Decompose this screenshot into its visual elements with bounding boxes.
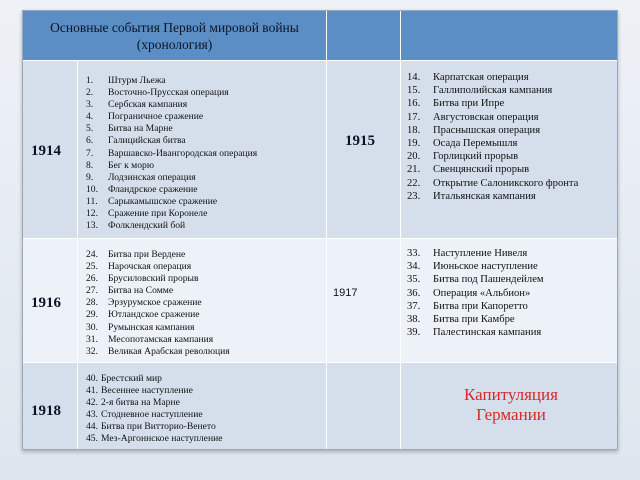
event-number: 4.: [86, 111, 94, 123]
event-item: [407, 97, 578, 110]
year-1915: 1915: [345, 133, 375, 149]
event-item: [407, 150, 578, 163]
event-item: [86, 220, 257, 232]
event-text: Итальянская кампания: [433, 190, 536, 202]
event-item: [86, 87, 257, 99]
event-number: 38.: [407, 314, 421, 326]
event-text: Великая Арабская революция: [108, 345, 230, 357]
event-text: Фландрское сражение: [108, 183, 198, 195]
event-number: 42.: [86, 397, 98, 409]
event-number: 12.: [86, 208, 98, 220]
events-list-1915: [407, 71, 578, 203]
event-text: Брестский мир: [101, 373, 162, 384]
event-number: 45.: [86, 433, 98, 445]
event-text: Пограничное сражение: [108, 111, 204, 123]
event-text: Битва при Камбре: [433, 314, 515, 326]
event-number: 6.: [86, 135, 94, 147]
event-item: [86, 373, 222, 385]
event-number: 2.: [86, 87, 94, 99]
year-cell-1917: [327, 239, 401, 363]
event-item: [86, 111, 257, 123]
year-cell-1918: [23, 363, 78, 449]
event-number: 31.: [86, 333, 98, 345]
event-number: 24.: [86, 249, 98, 260]
event-text: Июньское наступление: [433, 261, 538, 273]
event-item: [86, 75, 257, 87]
event-item: [407, 260, 544, 273]
event-text: Битва на Марне: [108, 123, 173, 135]
event-text: Свенцянский прорыв: [433, 164, 530, 176]
event-item: [86, 385, 222, 397]
event-number: 20.: [407, 151, 421, 163]
event-number: 33.: [407, 248, 421, 259]
event-item: [86, 334, 230, 346]
event-number: 19.: [407, 138, 421, 150]
event-item: [407, 190, 578, 203]
capitulation-text: Капитуляция Германии: [464, 385, 558, 424]
year-cell-1915: [327, 61, 401, 239]
header-title-cell: [23, 11, 327, 61]
event-number: 29.: [86, 309, 98, 321]
event-text: Штурм Льежа: [108, 75, 166, 86]
event-item: [86, 397, 222, 409]
events-list-1916: [86, 249, 230, 358]
event-number: 7.: [86, 147, 94, 159]
events-cell-1916: [78, 239, 327, 363]
event-item: [86, 196, 257, 208]
event-number: 43.: [86, 409, 98, 421]
event-text: Галицийская битва: [108, 135, 186, 147]
event-item: [86, 99, 257, 111]
event-number: 3.: [86, 99, 94, 111]
year-1914: 1914: [31, 143, 61, 159]
event-item: [86, 160, 257, 172]
event-item: [407, 300, 544, 313]
event-number: 37.: [407, 300, 421, 312]
event-item: [407, 326, 544, 339]
event-number: 21.: [407, 164, 421, 176]
event-item: [86, 409, 222, 421]
events-cell-1914: [78, 61, 327, 239]
event-item: [86, 208, 257, 220]
event-item: [407, 273, 544, 286]
event-item: [86, 297, 230, 309]
event-item: [407, 313, 544, 326]
event-number: 9.: [86, 171, 94, 183]
event-text: Битва на Сомме: [108, 285, 174, 297]
event-item: [86, 346, 230, 358]
event-text: Наступление Нивеля: [433, 248, 528, 259]
events-cell-1917: [401, 239, 617, 363]
event-number: 17.: [407, 111, 421, 123]
event-text: Сарыкамышское сражение: [108, 195, 218, 207]
event-text: Фолклендский бой: [108, 220, 186, 232]
event-text: Осада Перемышля: [433, 138, 518, 150]
event-text: Битва при Вердене: [108, 249, 186, 260]
event-text: Весеннее наступление: [101, 385, 193, 397]
event-text: Операция «Альбион»: [433, 287, 531, 299]
event-text: Битва при Ипре: [433, 98, 505, 110]
events-cell-1918: [78, 363, 327, 449]
event-number: 39.: [407, 327, 421, 339]
event-number: 30.: [86, 321, 98, 333]
event-text: Сербская кампания: [108, 99, 188, 111]
event-number: 11.: [86, 195, 98, 207]
event-number: 14.: [407, 72, 421, 83]
events-list-1918: [86, 373, 222, 446]
event-item: [86, 433, 222, 445]
year-cell-1914: [23, 61, 78, 239]
event-number: 13.: [86, 220, 98, 232]
event-text: Лодзинская операция: [108, 171, 196, 183]
event-text: Румынская кампания: [108, 321, 195, 333]
event-number: 16.: [407, 98, 421, 110]
event-item: [407, 177, 578, 190]
event-number: 15.: [407, 85, 421, 97]
events-list-1917: [407, 247, 544, 339]
event-item: [407, 247, 544, 260]
event-text: Открытие Салоникского фронта: [433, 177, 579, 189]
event-item: [86, 285, 230, 297]
event-text: Галлиполийская кампания: [433, 85, 553, 97]
event-number: 40.: [86, 373, 98, 384]
events-list-1914: [86, 75, 257, 232]
event-text: Бег к морю: [108, 159, 154, 171]
event-number: 27.: [86, 285, 98, 297]
event-item: [407, 124, 578, 137]
event-number: 35.: [407, 274, 421, 286]
event-number: 36.: [407, 287, 421, 299]
event-item: [86, 273, 230, 285]
header-cell-right: [401, 11, 617, 61]
event-item: [86, 421, 222, 433]
event-item: [407, 137, 578, 150]
event-number: 25.: [86, 261, 98, 273]
year-1918: 1918: [31, 403, 61, 419]
event-number: 5.: [86, 123, 94, 135]
event-number: 8.: [86, 159, 94, 171]
event-number: 41.: [86, 385, 98, 397]
event-item: [407, 84, 578, 97]
event-item: [86, 261, 230, 273]
event-item: [407, 111, 578, 124]
chronology-table: [22, 10, 618, 450]
empty-cell-middle: [327, 363, 401, 449]
event-item: [86, 309, 230, 321]
event-number: 10.: [86, 183, 98, 195]
event-item: [86, 249, 230, 261]
event-item: [86, 123, 257, 135]
event-text: Месопотамская кампания: [108, 333, 214, 345]
year-1916: 1916: [31, 295, 61, 311]
event-text: Стодневное наступление: [101, 409, 203, 421]
event-item: [407, 71, 578, 84]
table-title: Основные события Первой мировой войны (хронология): [50, 19, 299, 52]
capitulation-cell: [401, 363, 617, 449]
event-number: 28.: [86, 297, 98, 309]
event-text: Сражение при Коронеле: [108, 208, 208, 220]
event-text: Палестинская кампания: [433, 327, 542, 339]
events-cell-1915: [401, 61, 617, 239]
event-text: Брусиловский прорыв: [108, 273, 199, 285]
header-cell-middle: [327, 11, 401, 61]
event-item: [86, 322, 230, 334]
event-text: Августовская операция: [433, 111, 539, 123]
event-text: Ютландское сражение: [108, 309, 200, 321]
event-text: Восточно-Прусская операция: [108, 87, 229, 99]
event-number: 32.: [86, 345, 98, 357]
event-number: 1.: [86, 75, 94, 86]
event-item: [407, 163, 578, 176]
event-text: Битва при Капоретто: [433, 300, 528, 312]
event-text: Эрзурумское сражение: [108, 297, 202, 309]
event-item: [86, 148, 257, 160]
event-text: Битва при Витторио-Венето: [101, 421, 216, 433]
year-cell-1916: [23, 239, 78, 363]
event-item: [86, 172, 257, 184]
event-number: 44.: [86, 421, 98, 433]
event-number: 34.: [407, 261, 421, 273]
event-number: 22.: [407, 177, 421, 189]
event-item: [407, 287, 544, 300]
event-number: 26.: [86, 273, 98, 285]
event-item: [86, 135, 257, 147]
event-text: Битва под Пашендейлем: [433, 274, 544, 286]
event-text: 2-я битва на Марне: [101, 397, 180, 409]
event-number: 18.: [407, 124, 421, 136]
event-item: [86, 184, 257, 196]
event-text: Горлицкий прорыв: [433, 151, 519, 163]
event-text: Варшавско-Ивангородская операция: [108, 147, 258, 159]
event-number: 23.: [407, 190, 421, 202]
event-text: Праснышская операция: [433, 124, 541, 136]
event-text: Карпатская операция: [433, 72, 529, 83]
year-1917: 1917: [333, 287, 358, 299]
event-text: Мез-Аргоннское наступление: [101, 433, 223, 445]
event-text: Нарочская операция: [108, 261, 192, 273]
